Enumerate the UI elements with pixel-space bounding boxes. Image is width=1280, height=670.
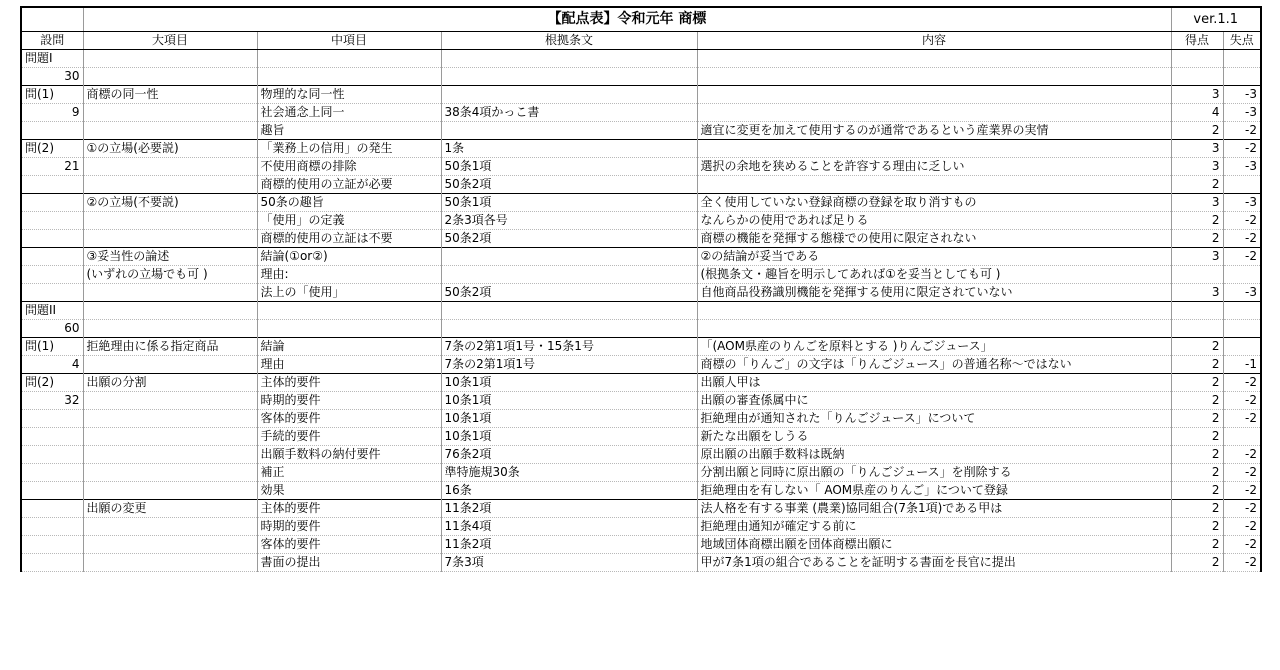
cell-legal-basis[interactable] (441, 68, 697, 86)
table-row (21, 248, 1261, 266)
cell-legal-basis[interactable]: 10条1項 (441, 392, 697, 410)
cell-legal-basis[interactable] (441, 122, 697, 140)
cell-middle-item[interactable]: 補正 (257, 464, 441, 482)
title-spacer-cell[interactable] (21, 7, 83, 32)
cell-middle-item[interactable]: 客体的要件 (257, 536, 441, 554)
cell-major-item[interactable] (83, 482, 257, 500)
cell-content[interactable]: 分割出願と同時に原出願の「りんごジュース」を削除する (697, 464, 1171, 482)
cell-content[interactable]: 自他商品役務識別機能を発揮する使用に限定されていない (697, 284, 1171, 302)
header-cell-legal-basis[interactable]: 根拠条文 (441, 32, 697, 50)
cell-middle-item[interactable]: 商標的使用の立証は不要 (257, 230, 441, 248)
cell-deduction[interactable] (1223, 320, 1261, 338)
cell-legal-basis[interactable] (441, 302, 697, 320)
cell-score[interactable]: 2 (1171, 554, 1223, 572)
cell-content[interactable]: 新たな出願をしうる (697, 428, 1171, 446)
cell-middle-item[interactable]: 法上の「使用」 (257, 284, 441, 302)
cell-middle-item[interactable]: 主体的要件 (257, 374, 441, 392)
cell-major-item[interactable]: (いずれの立場でも可 ) (83, 266, 257, 284)
cell-question[interactable] (21, 122, 83, 140)
header-cell-deduction[interactable]: 失点 (1223, 32, 1261, 50)
cell-deduction[interactable]: -2 (1223, 536, 1261, 554)
cell-deduction[interactable] (1223, 176, 1261, 194)
cell-major-item[interactable] (83, 446, 257, 464)
cell-score[interactable] (1171, 302, 1223, 320)
cell-middle-item[interactable] (257, 302, 441, 320)
cell-score[interactable] (1171, 50, 1223, 68)
cell-middle-item[interactable]: 手続的要件 (257, 428, 441, 446)
cell-deduction[interactable]: -2 (1223, 230, 1261, 248)
cell-major-item[interactable] (83, 158, 257, 176)
cell-deduction[interactable]: -2 (1223, 518, 1261, 536)
cell-legal-basis[interactable]: 50条2項 (441, 230, 697, 248)
cell-middle-item[interactable]: 理由 (257, 356, 441, 374)
cell-score[interactable]: 3 (1171, 248, 1223, 266)
cell-question[interactable] (21, 464, 83, 482)
cell-deduction[interactable]: -3 (1223, 284, 1261, 302)
cell-legal-basis[interactable]: 11条2項 (441, 500, 697, 518)
cell-major-item[interactable] (83, 428, 257, 446)
cell-question[interactable] (21, 266, 83, 284)
cell-question[interactable] (21, 410, 83, 428)
cell-score[interactable]: 2 (1171, 356, 1223, 374)
cell-middle-item[interactable]: 結論 (257, 338, 441, 356)
cell-deduction[interactable]: -3 (1223, 86, 1261, 104)
table-row (21, 356, 1261, 374)
spreadsheet (20, 6, 1262, 572)
cell-major-item[interactable] (83, 122, 257, 140)
cell-deduction[interactable]: -2 (1223, 374, 1261, 392)
cell-content[interactable]: 原出願の出願手数料は既納 (697, 446, 1171, 464)
cell-question[interactable]: 21 (21, 158, 83, 176)
cell-middle-item[interactable] (257, 68, 441, 86)
cell-score[interactable]: 2 (1171, 518, 1223, 536)
cell-score[interactable]: 2 (1171, 464, 1223, 482)
cell-major-item[interactable] (83, 518, 257, 536)
table-row (21, 320, 1261, 338)
cell-score[interactable]: 2 (1171, 428, 1223, 446)
cell-score[interactable]: 3 (1171, 140, 1223, 158)
cell-content[interactable]: 甲が7条1項の組合であることを証明する書面を長官に提出 (697, 554, 1171, 572)
cell-legal-basis[interactable] (441, 320, 697, 338)
cell-score[interactable]: 2 (1171, 392, 1223, 410)
table-row (21, 428, 1261, 446)
cell-major-item[interactable]: 商標の同一性 (83, 86, 257, 104)
cell-major-item[interactable] (83, 230, 257, 248)
cell-content[interactable]: 拒絶理由通知が確定する前に (697, 518, 1171, 536)
score-table (20, 6, 1262, 572)
table-row (21, 464, 1261, 482)
cell-question[interactable]: 問(2) (21, 374, 83, 392)
cell-score[interactable]: 2 (1171, 176, 1223, 194)
cell-score[interactable] (1171, 320, 1223, 338)
cell-content[interactable]: 商標の機能を発揮する態様での使用に限定されない (697, 230, 1171, 248)
cell-middle-item[interactable]: 「使用」の定義 (257, 212, 441, 230)
cell-score[interactable]: 3 (1171, 158, 1223, 176)
cell-major-item[interactable]: ③妥当性の論述 (83, 248, 257, 266)
cell-deduction[interactable]: -2 (1223, 122, 1261, 140)
cell-deduction[interactable]: -1 (1223, 356, 1261, 374)
cell-middle-item[interactable] (257, 50, 441, 68)
cell-middle-item[interactable]: 社会通念上同一 (257, 104, 441, 122)
cell-legal-basis[interactable]: 1条 (441, 140, 697, 158)
table-row (21, 50, 1261, 68)
table-row (21, 446, 1261, 464)
cell-deduction[interactable] (1223, 68, 1261, 86)
table-row (21, 284, 1261, 302)
cell-deduction[interactable]: -2 (1223, 464, 1261, 482)
table-row (21, 212, 1261, 230)
cell-score[interactable] (1171, 266, 1223, 284)
cell-major-item[interactable] (83, 554, 257, 572)
cell-middle-item[interactable]: 出願手数料の納付要件 (257, 446, 441, 464)
table-row (21, 302, 1261, 320)
cell-score[interactable]: 2 (1171, 374, 1223, 392)
cell-major-item[interactable] (83, 68, 257, 86)
cell-middle-item[interactable]: 理由: (257, 266, 441, 284)
cell-middle-item[interactable] (257, 320, 441, 338)
cell-legal-basis[interactable]: 16条 (441, 482, 697, 500)
cell-score[interactable]: 4 (1171, 104, 1223, 122)
cell-question[interactable] (21, 284, 83, 302)
cell-legal-basis[interactable]: 50条2項 (441, 284, 697, 302)
cell-deduction[interactable]: -2 (1223, 248, 1261, 266)
cell-middle-item[interactable]: 効果 (257, 482, 441, 500)
header-cell-score[interactable]: 得点 (1171, 32, 1223, 50)
cell-deduction[interactable]: -2 (1223, 140, 1261, 158)
cell-question[interactable]: 9 (21, 104, 83, 122)
cell-legal-basis[interactable]: 50条1項 (441, 158, 697, 176)
table-row (21, 482, 1261, 500)
cell-deduction[interactable]: -2 (1223, 500, 1261, 518)
cell-content[interactable]: 出願人甲は (697, 374, 1171, 392)
cell-legal-basis[interactable] (441, 266, 697, 284)
cell-content[interactable]: なんらかの使用であれば足りる (697, 212, 1171, 230)
cell-question[interactable] (21, 194, 83, 212)
cell-content[interactable] (697, 320, 1171, 338)
cell-major-item[interactable] (83, 284, 257, 302)
cell-major-item[interactable] (83, 392, 257, 410)
cell-score[interactable]: 2 (1171, 212, 1223, 230)
cell-content[interactable]: 拒絶理由を有しない「 AOM県産のりんご」について登録 (697, 482, 1171, 500)
cell-legal-basis[interactable]: 10条1項 (441, 410, 697, 428)
cell-middle-item[interactable]: 客体的要件 (257, 410, 441, 428)
cell-middle-item[interactable]: 結論(①or②) (257, 248, 441, 266)
cell-score[interactable]: 2 (1171, 482, 1223, 500)
cell-score[interactable]: 2 (1171, 410, 1223, 428)
cell-middle-item[interactable]: 主体的要件 (257, 500, 441, 518)
table-row (21, 140, 1261, 158)
cell-score[interactable]: 2 (1171, 500, 1223, 518)
cell-middle-item[interactable]: 物理的な同一性 (257, 86, 441, 104)
cell-score[interactable]: 2 (1171, 122, 1223, 140)
header-cell-content[interactable]: 内容 (697, 32, 1171, 50)
cell-middle-item[interactable]: 書面の提出 (257, 554, 441, 572)
header-cell-middle-item[interactable]: 中項目 (257, 32, 441, 50)
table-row (21, 122, 1261, 140)
table-row (21, 230, 1261, 248)
cell-deduction[interactable]: -3 (1223, 104, 1261, 122)
cell-deduction[interactable]: -2 (1223, 482, 1261, 500)
cell-content[interactable]: 拒絶理由が通知された「りんごジュース」について (697, 410, 1171, 428)
cell-content[interactable] (697, 68, 1171, 86)
cell-middle-item[interactable]: 「業務上の信用」の発生 (257, 140, 441, 158)
cell-middle-item[interactable]: 時期的要件 (257, 392, 441, 410)
cell-major-item[interactable] (83, 356, 257, 374)
cell-question[interactable]: 32 (21, 392, 83, 410)
cell-score[interactable]: 2 (1171, 338, 1223, 356)
cell-legal-basis[interactable]: 2条3項各号 (441, 212, 697, 230)
header-cell-major-item[interactable]: 大項目 (83, 32, 257, 50)
cell-major-item[interactable] (83, 320, 257, 338)
cell-score[interactable]: 2 (1171, 230, 1223, 248)
cell-question[interactable]: 30 (21, 68, 83, 86)
cell-major-item[interactable]: 出願の分割 (83, 374, 257, 392)
cell-legal-basis[interactable]: 11条2項 (441, 536, 697, 554)
cell-deduction[interactable] (1223, 338, 1261, 356)
cell-question[interactable] (21, 212, 83, 230)
cell-major-item[interactable] (83, 212, 257, 230)
header-cell-question[interactable]: 設問 (21, 32, 83, 50)
cell-score[interactable] (1171, 68, 1223, 86)
cell-content[interactable] (697, 176, 1171, 194)
cell-deduction[interactable]: -2 (1223, 392, 1261, 410)
cell-question[interactable] (21, 482, 83, 500)
cell-major-item[interactable] (83, 176, 257, 194)
cell-question[interactable] (21, 554, 83, 572)
cell-content[interactable]: (根拠条文・趣旨を明示してあれば①を妥当としても可 ) (697, 266, 1171, 284)
cell-major-item[interactable]: 拒絶理由に係る指定商品 (83, 338, 257, 356)
cell-question[interactable]: 4 (21, 356, 83, 374)
cell-content[interactable]: 商標の「りんご」の文字は「りんごジュース」の普通名称～ではない (697, 356, 1171, 374)
cell-legal-basis[interactable]: 7条3項 (441, 554, 697, 572)
cell-question[interactable]: 問題II (21, 302, 83, 320)
cell-content[interactable]: ②の結論が妥当である (697, 248, 1171, 266)
cell-content[interactable]: 選択の余地を狭めることを許容する理由に乏しい (697, 158, 1171, 176)
table-row (21, 266, 1261, 284)
cell-legal-basis[interactable]: 7条の2第1項1号・15条1号 (441, 338, 697, 356)
cell-deduction[interactable]: -2 (1223, 554, 1261, 572)
cell-deduction[interactable]: -2 (1223, 410, 1261, 428)
cell-major-item[interactable] (83, 104, 257, 122)
cell-content[interactable]: 法人格を有する事業 (農業)協同組合(7条1項)である甲は (697, 500, 1171, 518)
cell-question[interactable] (21, 176, 83, 194)
cell-legal-basis[interactable]: 50条1項 (441, 194, 697, 212)
cell-legal-basis[interactable] (441, 248, 697, 266)
table-row (21, 536, 1261, 554)
cell-legal-basis[interactable]: 11条4項 (441, 518, 697, 536)
cell-deduction[interactable]: -2 (1223, 446, 1261, 464)
cell-content[interactable] (697, 50, 1171, 68)
cell-question[interactable]: 問(1) (21, 86, 83, 104)
cell-question[interactable] (21, 230, 83, 248)
cell-content[interactable] (697, 140, 1171, 158)
table-row (21, 392, 1261, 410)
cell-major-item[interactable]: ②の立場(不要説) (83, 194, 257, 212)
cell-middle-item[interactable]: 商標的使用の立証が必要 (257, 176, 441, 194)
cell-major-item[interactable] (83, 464, 257, 482)
cell-content[interactable]: 全く使用していない登録商標の登録を取り消すもの (697, 194, 1171, 212)
cell-major-item[interactable]: ①の立場(必要説) (83, 140, 257, 158)
table-row (21, 176, 1261, 194)
cell-deduction[interactable] (1223, 302, 1261, 320)
cell-major-item[interactable] (83, 536, 257, 554)
cell-legal-basis[interactable]: 76条2項 (441, 446, 697, 464)
cell-legal-basis[interactable]: 10条1項 (441, 428, 697, 446)
cell-deduction[interactable] (1223, 428, 1261, 446)
cell-question[interactable] (21, 536, 83, 554)
cell-question[interactable] (21, 500, 83, 518)
table-row (21, 500, 1261, 518)
cell-score[interactable]: 2 (1171, 536, 1223, 554)
table-row (21, 194, 1261, 212)
table-row (21, 410, 1261, 428)
cell-legal-basis[interactable]: 50条2項 (441, 176, 697, 194)
cell-content[interactable] (697, 86, 1171, 104)
table-title[interactable]: 【配点表】令和元年 商標 (83, 7, 1171, 32)
cell-legal-basis[interactable]: 38条4項かっこ書 (441, 104, 697, 122)
cell-deduction[interactable] (1223, 266, 1261, 284)
cell-question[interactable]: 問(2) (21, 140, 83, 158)
cell-score[interactable]: 3 (1171, 194, 1223, 212)
cell-question[interactable] (21, 248, 83, 266)
cell-score[interactable]: 3 (1171, 86, 1223, 104)
cell-score[interactable]: 2 (1171, 446, 1223, 464)
version-label[interactable]: ver.1.1 (1171, 7, 1261, 32)
table-row (21, 86, 1261, 104)
cell-score[interactable]: 3 (1171, 284, 1223, 302)
cell-major-item[interactable] (83, 302, 257, 320)
table-row (21, 158, 1261, 176)
cell-major-item[interactable] (83, 50, 257, 68)
header-row (21, 32, 1261, 50)
cell-question[interactable]: 問(1) (21, 338, 83, 356)
title-row (21, 7, 1261, 32)
cell-deduction[interactable]: -2 (1223, 212, 1261, 230)
cell-legal-basis[interactable]: 準特施規30条 (441, 464, 697, 482)
cell-content[interactable]: 地域団体商標出願を団体商標出願に (697, 536, 1171, 554)
cell-content[interactable] (697, 302, 1171, 320)
cell-content[interactable] (697, 104, 1171, 122)
cell-middle-item[interactable]: 50条の趣旨 (257, 194, 441, 212)
table-row (21, 104, 1261, 122)
cell-legal-basis[interactable] (441, 86, 697, 104)
table-row (21, 554, 1261, 572)
table-row (21, 68, 1261, 86)
cell-question[interactable]: 問題I (21, 50, 83, 68)
cell-question[interactable] (21, 518, 83, 536)
cell-major-item[interactable]: 出願の変更 (83, 500, 257, 518)
cell-legal-basis[interactable]: 7条の2第1項1号 (441, 356, 697, 374)
cell-deduction[interactable]: -3 (1223, 158, 1261, 176)
table-row (21, 374, 1261, 392)
table-row (21, 338, 1261, 356)
cell-content[interactable]: 出願の審査係属中に (697, 392, 1171, 410)
cell-deduction[interactable] (1223, 50, 1261, 68)
cell-question[interactable] (21, 446, 83, 464)
cell-middle-item[interactable]: 趣旨 (257, 122, 441, 140)
cell-question[interactable] (21, 428, 83, 446)
cell-legal-basis[interactable] (441, 50, 697, 68)
cell-middle-item[interactable]: 時期的要件 (257, 518, 441, 536)
table-row (21, 518, 1261, 536)
cell-deduction[interactable]: -3 (1223, 194, 1261, 212)
cell-major-item[interactable] (83, 410, 257, 428)
cell-legal-basis[interactable]: 10条1項 (441, 374, 697, 392)
cell-middle-item[interactable]: 不使用商標の排除 (257, 158, 441, 176)
cell-content[interactable]: 「(AOM県産のりんごを原料とする )りんごジュース」 (697, 338, 1171, 356)
cell-question[interactable]: 60 (21, 320, 83, 338)
cell-content[interactable]: 適宜に変更を加えて使用するのが通常であるという産業界の実情 (697, 122, 1171, 140)
